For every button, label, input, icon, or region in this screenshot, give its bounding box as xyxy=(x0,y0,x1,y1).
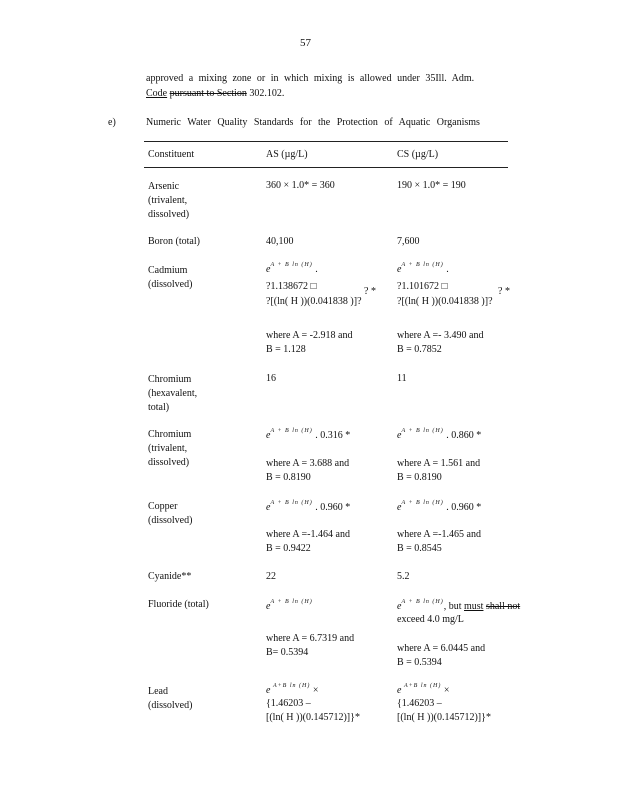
copper-name: Copper (dissolved) xyxy=(148,501,193,526)
header-constituent: Constituent xyxy=(148,149,195,160)
cyanide-name: Cyanide** xyxy=(148,571,192,582)
intro-line-2 xyxy=(146,88,284,99)
fluoride-cs-exceed: exceed 4.0 mg/L xyxy=(397,614,464,625)
chromium-hex-name: Chromium (hexavalent, total) xyxy=(148,374,198,413)
cadmium-as-where1: where A = -2.918 and xyxy=(266,330,353,341)
copper-cs-exp: $e^{A + B ln (H)}$ . 0.960 * xyxy=(397,500,482,513)
cadmium-cs-coef: ?1.101672 □ xyxy=(397,281,448,292)
cadmium-as-where2: B = 1.128 xyxy=(266,344,306,355)
cadmium-as-exp: $e^{A + B ln (H)}$ . xyxy=(266,262,318,275)
chromium-hex-cs: 11 xyxy=(397,373,407,384)
arsenic-cs: 190 × 1.0* = 190 xyxy=(397,180,466,191)
fluoride-cs-where2: B = 0.5394 xyxy=(397,657,442,668)
copper-as-exp: $e^{A + B ln (H)}$ . 0.960 * xyxy=(266,500,351,513)
cadmium-as-sup: A + B ln (H) xyxy=(270,262,313,268)
lead-as-line1: {1.46203 – xyxy=(266,698,311,709)
intro-line-1: approved a mixing zone or in which mixing is allowed under 35Ill. Adm. xyxy=(146,73,475,84)
fluoride-as-where2: B= 0.5394 xyxy=(266,647,309,658)
arsenic-name: Arsenic (trivalent, dissolved) xyxy=(148,181,190,220)
cyanide-cs: 5.2 xyxy=(397,571,410,582)
table-header-rule xyxy=(144,167,508,168)
cadmium-name: Cadmium (dissolved) xyxy=(148,265,193,290)
page-number: 57 xyxy=(300,37,311,49)
cadmium-cs-where1: where A =- 3.490 and xyxy=(397,330,484,341)
section-ref: 302.102. xyxy=(249,88,285,99)
lead-cs-line1: {1.46203 – xyxy=(397,698,442,709)
boron-name: Boron (total) xyxy=(148,236,200,247)
chromium-tri-as-exp: $e^{A + B ln (H)}$ . 0.316 * xyxy=(266,428,351,441)
fluoride-as-where1: where A = 6.7319 and xyxy=(266,633,355,644)
lead-as-line2: [(ln( H ))(0.145712)]}* xyxy=(266,712,360,723)
cadmium-as-ln: ?[(ln( H ))(0.041838 )]? xyxy=(266,296,362,307)
lead-as-exp: e $^{A+B ln (H)}$ × xyxy=(266,683,319,696)
section-title: Numeric Water Quality Standards for the Protection of Aquatic Organisms xyxy=(146,117,480,128)
chromium-hex-as: 16 xyxy=(266,373,276,384)
chromium-tri-cs-where1: where A = 1.561 and xyxy=(397,458,481,469)
fluoride-as-exp: $e^{A + B ln (H)}$ xyxy=(266,599,313,612)
lead-cs-exp: e $^{A+B ln (H)}$ × xyxy=(397,683,450,696)
chromium-tri-cs-exp: $e^{A + B ln (H)}$ . 0.860 * xyxy=(397,428,482,441)
header-as: AS (µg/L) xyxy=(266,149,308,160)
cadmium-as-coef: ?1.138672 □ xyxy=(266,281,317,292)
chromium-tri-name: Chromium (trivalent, dissolved) xyxy=(148,429,192,468)
chromium-tri-cs-where2: B = 0.8190 xyxy=(397,472,442,483)
chromium-tri-as-where2: B = 0.8190 xyxy=(266,472,311,483)
fluoride-name: Fluoride (total) xyxy=(148,599,209,610)
copper-cs-where2: B = 0.8545 xyxy=(397,543,442,554)
arsenic-as: 360 × 1.0* = 360 xyxy=(266,180,335,191)
table-top-rule xyxy=(144,141,508,142)
copper-as-where1: where A =-1.464 and xyxy=(266,529,350,540)
struck-text: pursuant to Section xyxy=(169,88,247,99)
copper-as-where2: B = 0.9422 xyxy=(266,543,311,554)
code-underlined: Code xyxy=(146,88,168,99)
copper-cs-where1: where A =-1.465 and xyxy=(397,529,481,540)
fluoride-cs-where1: where A = 6.0445 and xyxy=(397,643,486,654)
cadmium-as-brace: ? * xyxy=(364,286,376,297)
cadmium-cs-where2: B = 0.7852 xyxy=(397,344,442,355)
lead-cs-line2: [(ln( H ))(0.145712)]}* xyxy=(397,712,491,723)
cadmium-cs-ln: ?[(ln( H ))(0.041838 )]? xyxy=(397,296,493,307)
cadmium-cs-exp: $e^{A + B ln (H)}$ . xyxy=(397,262,449,275)
lead-name: Lead (dissolved) xyxy=(148,686,193,711)
boron-as: 40,100 xyxy=(266,236,294,247)
section-letter: e) xyxy=(108,117,116,128)
boron-cs: 7,600 xyxy=(397,236,420,247)
fluoride-cs-exp: $e^{A + B ln (H)}$, but must shall not xyxy=(397,599,521,612)
header-cs: CS (µg/L) xyxy=(397,149,439,160)
chromium-tri-as-where1: where A = 3.688 and xyxy=(266,458,350,469)
cyanide-as: 22 xyxy=(266,571,276,582)
cadmium-cs-brace: ? * xyxy=(498,286,510,297)
